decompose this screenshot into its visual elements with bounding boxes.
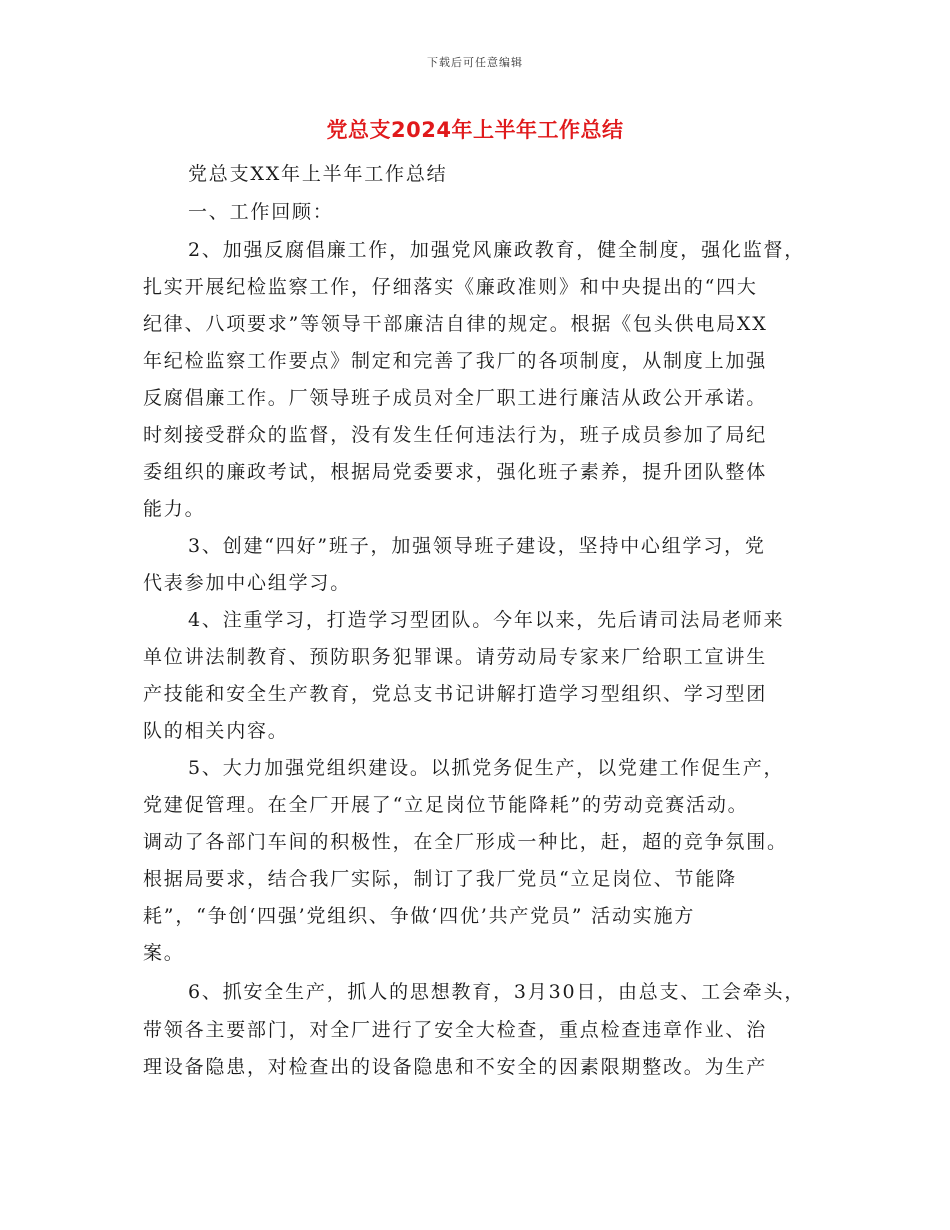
body-line: 纪律、八项要求”等领导干部廉洁自律的规定。根据《包头供电局XX bbox=[143, 313, 768, 335]
body-line: 理设备隐患，对检查出的设备隐患和不安全的因素限期整改。为生产 bbox=[143, 1056, 768, 1078]
body-line: 时刻接受群众的监督，没有发生任何违法行为，班子成员参加了局纪 bbox=[143, 424, 768, 446]
body-line: 单位讲法制教育、预防职务犯罪课。请劳动局专家来厂给职工宣讲生 bbox=[143, 646, 768, 668]
body-line: 党建促管理。在全厂开展了“立足岗位节能降耗”的劳动竞赛活动。 bbox=[143, 794, 749, 816]
body-line: 一、工作回顾： bbox=[188, 201, 334, 223]
body-line: 代表参加中心组学习。 bbox=[143, 572, 352, 594]
body-line: 调动了各部门车间的积极性，在全厂形成一种比，赶，超的竞争氛围。 bbox=[143, 831, 788, 853]
body-line: 扎实开展纪检监察工作，仔细落实《廉政准则》和中央提出的“四大 bbox=[143, 276, 758, 298]
body-line: 案。 bbox=[143, 942, 185, 964]
body-line: 党总支XX年上半年工作总结 bbox=[188, 163, 448, 185]
body-line: 5、大力加强党组织建设。以抓党务促生产，以党建工作促生产， bbox=[188, 757, 785, 779]
body-line: 带领各主要部门，对全厂进行了安全大检查，重点检查违章作业、治 bbox=[143, 1019, 768, 1041]
body-line: 能力。 bbox=[143, 498, 206, 520]
body-line: 6、抓安全生产，抓人的思想教育，3月30日，由总支、工会牵头， bbox=[188, 981, 806, 1003]
body-line: 根据局要求，结合我厂实际，制订了我厂党员“立足岗位、节能降 bbox=[143, 868, 737, 890]
body-line: 反腐倡廉工作。厂领导班子成员对全厂职工进行廉洁从政公开承诺。 bbox=[143, 387, 768, 409]
header-note: 下载后可任意编辑 bbox=[427, 56, 523, 69]
body-line: 3、创建“四好”班子，加强领导班子建设，坚持中心组学习，党 bbox=[188, 535, 766, 557]
body-line: 耗”，“争创‘四强’党组织、争做‘四优’共产党员” 活动实施方 bbox=[143, 905, 696, 927]
body-line: 4、注重学习，打造学习型团队。今年以来，先后请司法局老师来 bbox=[188, 609, 785, 631]
body-line: 委组织的廉政考试，根据局党委要求，强化班子素养，提升团队整体 bbox=[143, 461, 768, 483]
body-line: 产技能和安全生产教育，党总支书记讲解打造学习型组织、学习型团 bbox=[143, 683, 768, 705]
body-line: 队的相关内容。 bbox=[143, 720, 289, 742]
body-line: 2、加强反腐倡廉工作，加强党风廉政教育，健全制度，强化监督， bbox=[188, 239, 806, 261]
body-line: 年纪检监察工作要点》制定和完善了我厂的各项制度，从制度上加强 bbox=[143, 350, 768, 372]
document-title: 党总支2024年上半年工作总结 bbox=[326, 118, 624, 142]
